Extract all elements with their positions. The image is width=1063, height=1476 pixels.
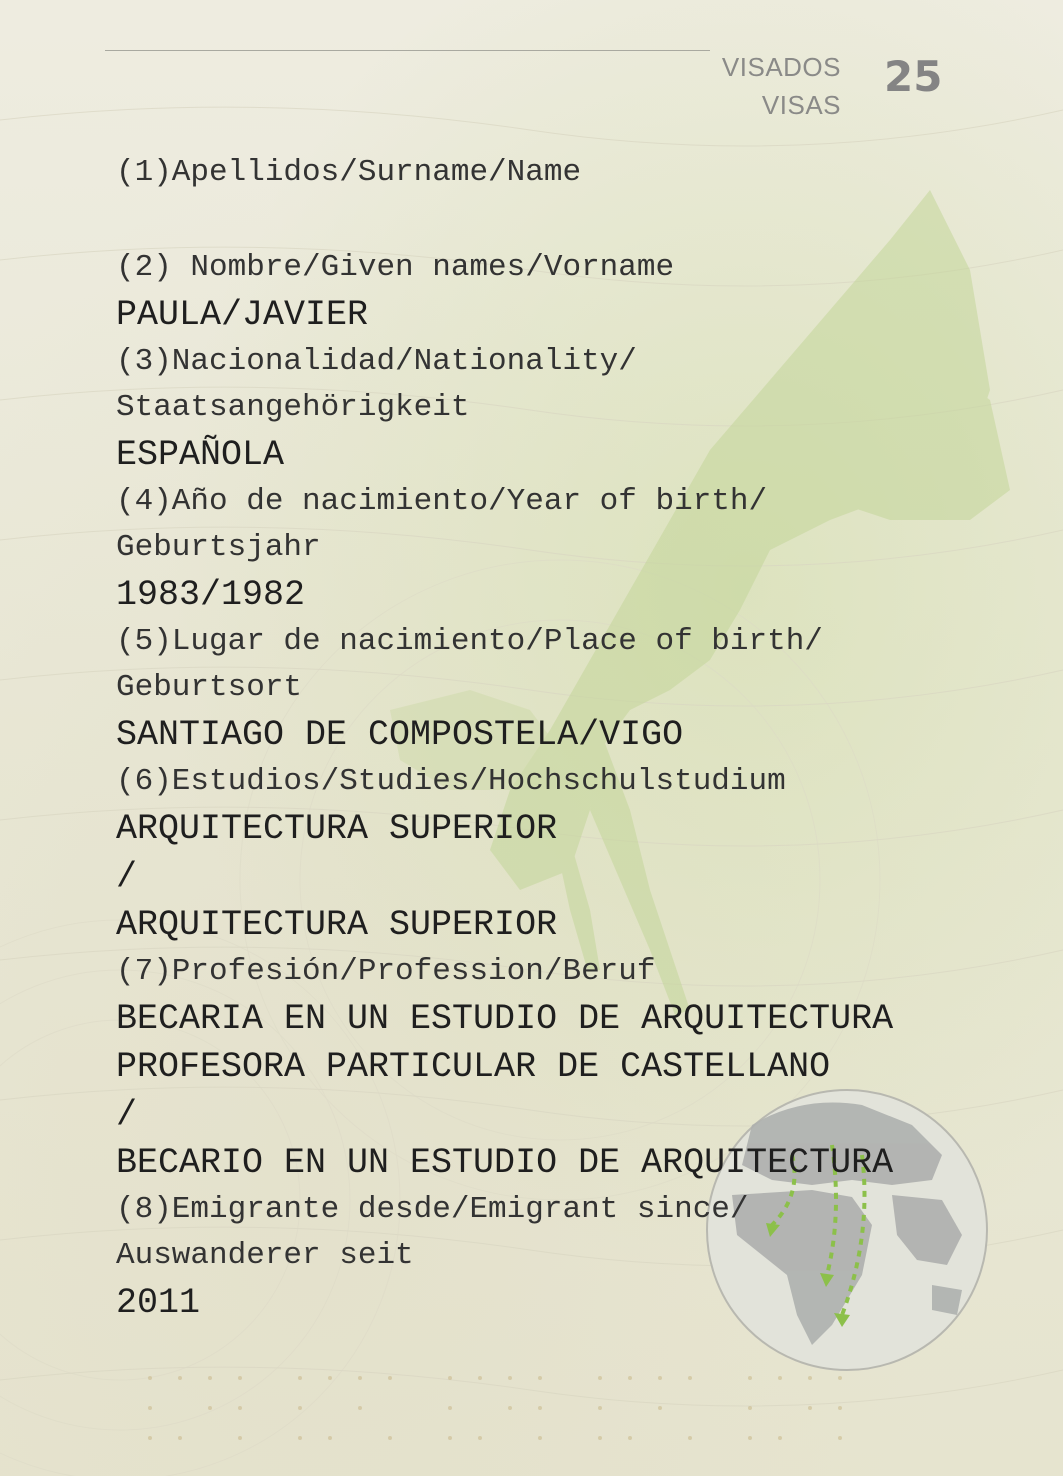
field-profession-value-2: PROFESORA PARTICULAR DE CASTELLANO — [116, 1047, 831, 1087]
field-emigrant-since-value: 2011 — [116, 1283, 201, 1323]
page-number: 25 — [884, 52, 943, 101]
field-given-names-value: PAULA/JAVIER — [116, 295, 369, 335]
field-studies-value-1: ARQUITECTURA SUPERIOR — [116, 809, 558, 849]
section-label-es: VISADOS — [721, 52, 841, 82]
field-nationality-label-cont: Staatsangehörigkeit — [116, 390, 470, 425]
field-surname-label: (1)Apellidos/Surname/Name — [116, 155, 582, 190]
section-label-en: VISAS — [761, 90, 841, 120]
field-nationality-value: ESPAÑOLA — [116, 435, 285, 475]
visa-form-fields — [116, 150, 1016, 1327]
field-place-of-birth-label-cont: Geburtsort — [116, 670, 303, 705]
field-studies-label: (6)Estudios/Studies/Hochschulstudium — [116, 764, 786, 799]
field-year-of-birth-label-cont: Geburtsjahr — [116, 530, 321, 565]
field-profession-value-3: BECARIO EN UN ESTUDIO DE ARQUITECTURA — [116, 1143, 894, 1183]
field-year-of-birth-value: 1983/1982 — [116, 575, 306, 615]
field-emigrant-since-label-cont: Auswanderer seit — [116, 1238, 414, 1273]
field-profession-separator: / — [116, 1095, 138, 1135]
field-profession-value-1: BECARIA EN UN ESTUDIO DE ARQUITECTURA — [116, 999, 894, 1039]
section-label — [722, 48, 841, 124]
perforation-pattern — [140, 1368, 920, 1468]
field-nationality-label: (3)Nacionalidad/Nationality/ — [116, 344, 637, 379]
field-studies-value-2: ARQUITECTURA SUPERIOR — [116, 905, 558, 945]
field-surname-value — [116, 196, 1016, 245]
field-emigrant-since-label: (8)Emigrante desde/Emigrant since/ — [116, 1192, 749, 1227]
field-place-of-birth-value: SANTIAGO DE COMPOSTELA/VIGO — [116, 715, 684, 755]
field-profession-label: (7)Profesión/Profession/Beruf — [116, 954, 656, 989]
field-studies-separator: / — [116, 857, 138, 897]
field-year-of-birth-label: (4)Año de nacimiento/Year of birth/ — [116, 484, 768, 519]
header-rule — [105, 50, 710, 51]
field-given-names-label: (2) Nombre/Given names/Vorname — [116, 250, 675, 285]
field-place-of-birth-label: (5)Lugar de nacimiento/Place of birth/ — [116, 624, 823, 659]
